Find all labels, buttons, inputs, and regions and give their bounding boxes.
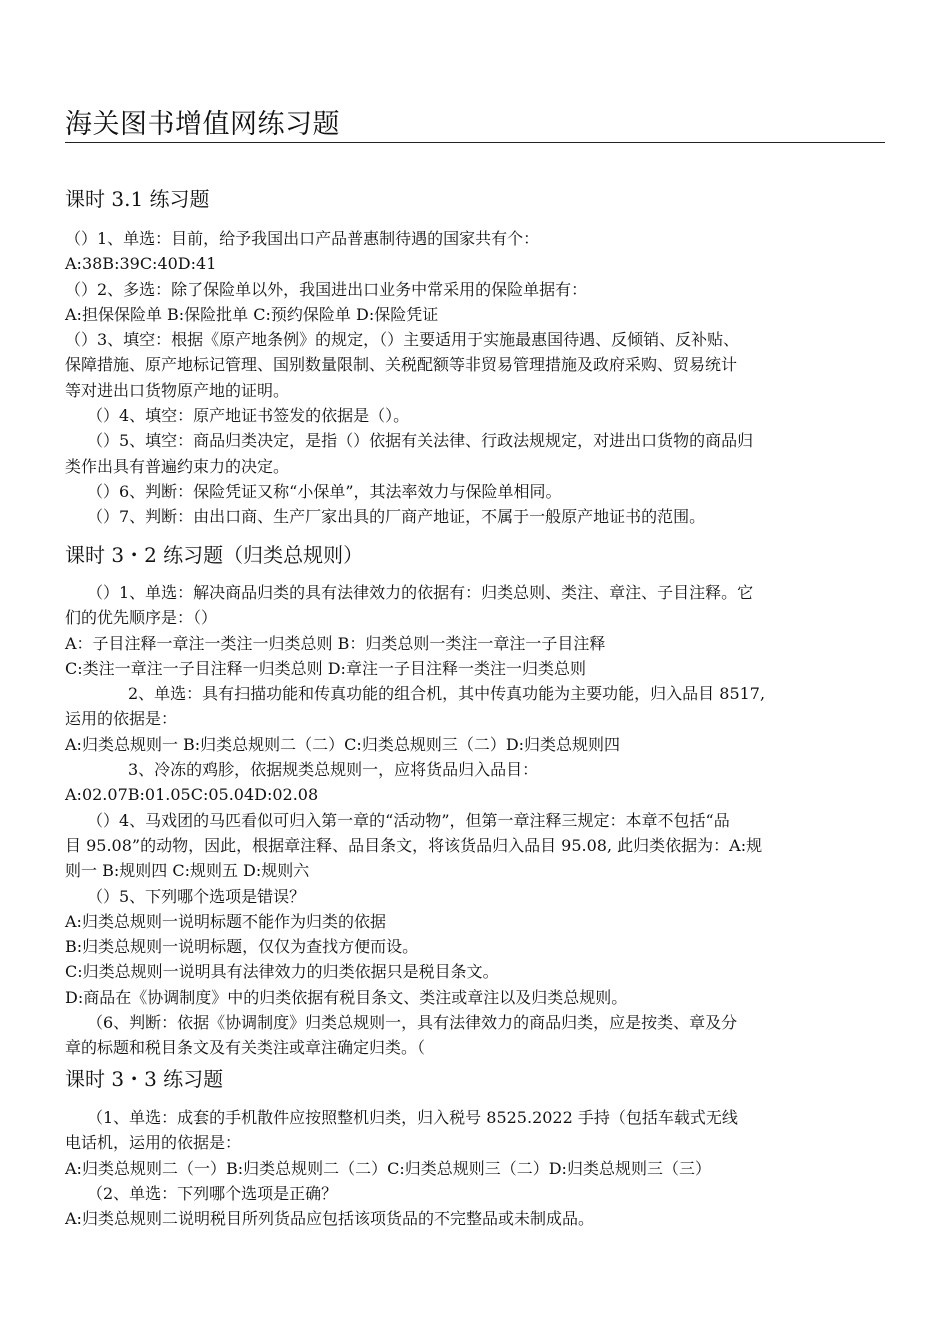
question-line: （）5、下列哪个选项是错误？ xyxy=(87,886,306,906)
question-line: A：子目注释一章注一类注一归类总则 B：归类总则一类注一章注一子目注释 xyxy=(65,633,606,653)
question-line: （1、单选：成套的手机散件应按照整机归类，归入税号 8525.2022 手持（包括车载式无线 xyxy=(87,1108,738,1127)
question-line: （）6、判断：保险凭证又称“小保单”，其法率效力与保险单相同。 xyxy=(87,481,562,501)
section-2-heading: 课时 3・2 练习题（归类总规则） xyxy=(65,543,364,567)
question-line: 3、冷冻的鸡胗，依据规类总规则一，应将货品归入品目： xyxy=(128,760,539,780)
document-title: 海关图书增值网练习题 xyxy=(65,108,885,143)
question-line: （）5、填空：商品归类决定，是指（）依据有关法律、行政法规规定，对进出口货物的商品归 xyxy=(87,431,754,451)
question-line: A:担保保险单 B:保险批单 C:预约保险单 D:保险凭证 xyxy=(65,304,439,324)
question-line: 们的优先顺序是：（） xyxy=(65,608,218,628)
question-line: A:归类总规则一 B:归类总规则二（二）C:归类总规则三（二）D:归类总规则四 xyxy=(65,734,621,754)
question-line: D:商品在《协调制度》中的归类依据有税目条文、类注或章注以及归类总规则。 xyxy=(65,987,628,1007)
section-3-body xyxy=(65,1105,887,1231)
question-line: （）7、判断：由出口商、生产厂家出具的厂商产地证，不属于一般原产地证书的范围。 xyxy=(87,507,706,527)
question-line: 目 95.08”的动物，因此，根据章注释、品目条文，将该货品归入品目 95.08, 此归类依据为：A:规 xyxy=(65,835,763,855)
question-line: （）3、填空：根据《原产地条例》的规定，（）主要适用于实施最惠国待遇、反倾销、反补贴、 xyxy=(65,330,740,350)
question-line: （）1、单选：解决商品归类的具有法律效力的依据有：归类总则、类注、章注、子目注释。它 xyxy=(87,583,754,602)
question-line: C:类注一章注一子目注释一归类总则 D:章注一子目注释一类注一归类总则 xyxy=(65,658,586,678)
question-line: A:02.07B:01.05C:05.04D:02.08 xyxy=(65,785,319,805)
question-line: 类作出具有普遍约束力的决定。 xyxy=(65,456,290,476)
question-line: 章的标题和税目条文及有关类注或章注确定归类。（ xyxy=(65,1038,426,1058)
question-line: 电话机，运用的依据是： xyxy=(65,1133,242,1153)
question-line: （）4、填空：原产地证书签发的依据是（）。 xyxy=(87,406,410,426)
section-2-body xyxy=(65,580,887,1061)
question-line: 保障措施、原产地标记管理、国别数量限制、关税配额等非贸易管理措施及政府采购、贸易统计 xyxy=(65,355,738,375)
section-1-body xyxy=(65,226,887,530)
section-1-heading: 课时 3.1 练习题 xyxy=(65,187,210,211)
question-line: A:38B:39C:40D:41 xyxy=(65,254,217,274)
question-line: （2、单选：下列哪个选项是正确？ xyxy=(87,1183,338,1203)
question-line: A:归类总规则一说明标题不能作为归类的依据 xyxy=(65,911,386,931)
question-line: （）1、单选：目前，给予我国出口产品普惠制待遇的国家共有个： xyxy=(65,229,540,248)
question-line: B:归类总规则一说明标题，仅仅为查找方便而设。 xyxy=(65,937,419,957)
question-line: A:归类总规则二（一）B:归类总规则二（二）C:归类总规则三（二）D:归类总规则三（三） xyxy=(65,1158,711,1178)
question-line: A:归类总规则二说明税目所列货品应包括该项货品的不完整品或未制成品。 xyxy=(65,1209,594,1229)
question-line: 等对进出口货物原产地的证明。 xyxy=(65,380,290,400)
question-line: （）4、马戏团的马匹看似可归入第一章的“活动物”，但第一章注释三规定：本章不包括“品 xyxy=(87,810,730,830)
question-line: C:归类总规则一说明具有法律效力的归类依据只是税目条文。 xyxy=(65,962,499,982)
question-line: （）2、多选：除了保险单以外，我国进出口业务中常采用的保险单据有： xyxy=(65,279,588,299)
question-line: 运用的依据是： xyxy=(65,709,178,729)
question-line: 则一 B:规则四 C:规则五 D:规则六 xyxy=(65,861,310,881)
section-3-heading: 课时 3・3 练习题 xyxy=(65,1067,224,1091)
question-line: （6、判断：依据《协调制度》归类总规则一，具有法律效力的商品归类，应是按类、章及分 xyxy=(87,1013,738,1033)
question-line: 2、单选：具有扫描功能和传真功能的组合机，其中传真功能为主要功能，归入品目 8517, xyxy=(128,684,766,704)
